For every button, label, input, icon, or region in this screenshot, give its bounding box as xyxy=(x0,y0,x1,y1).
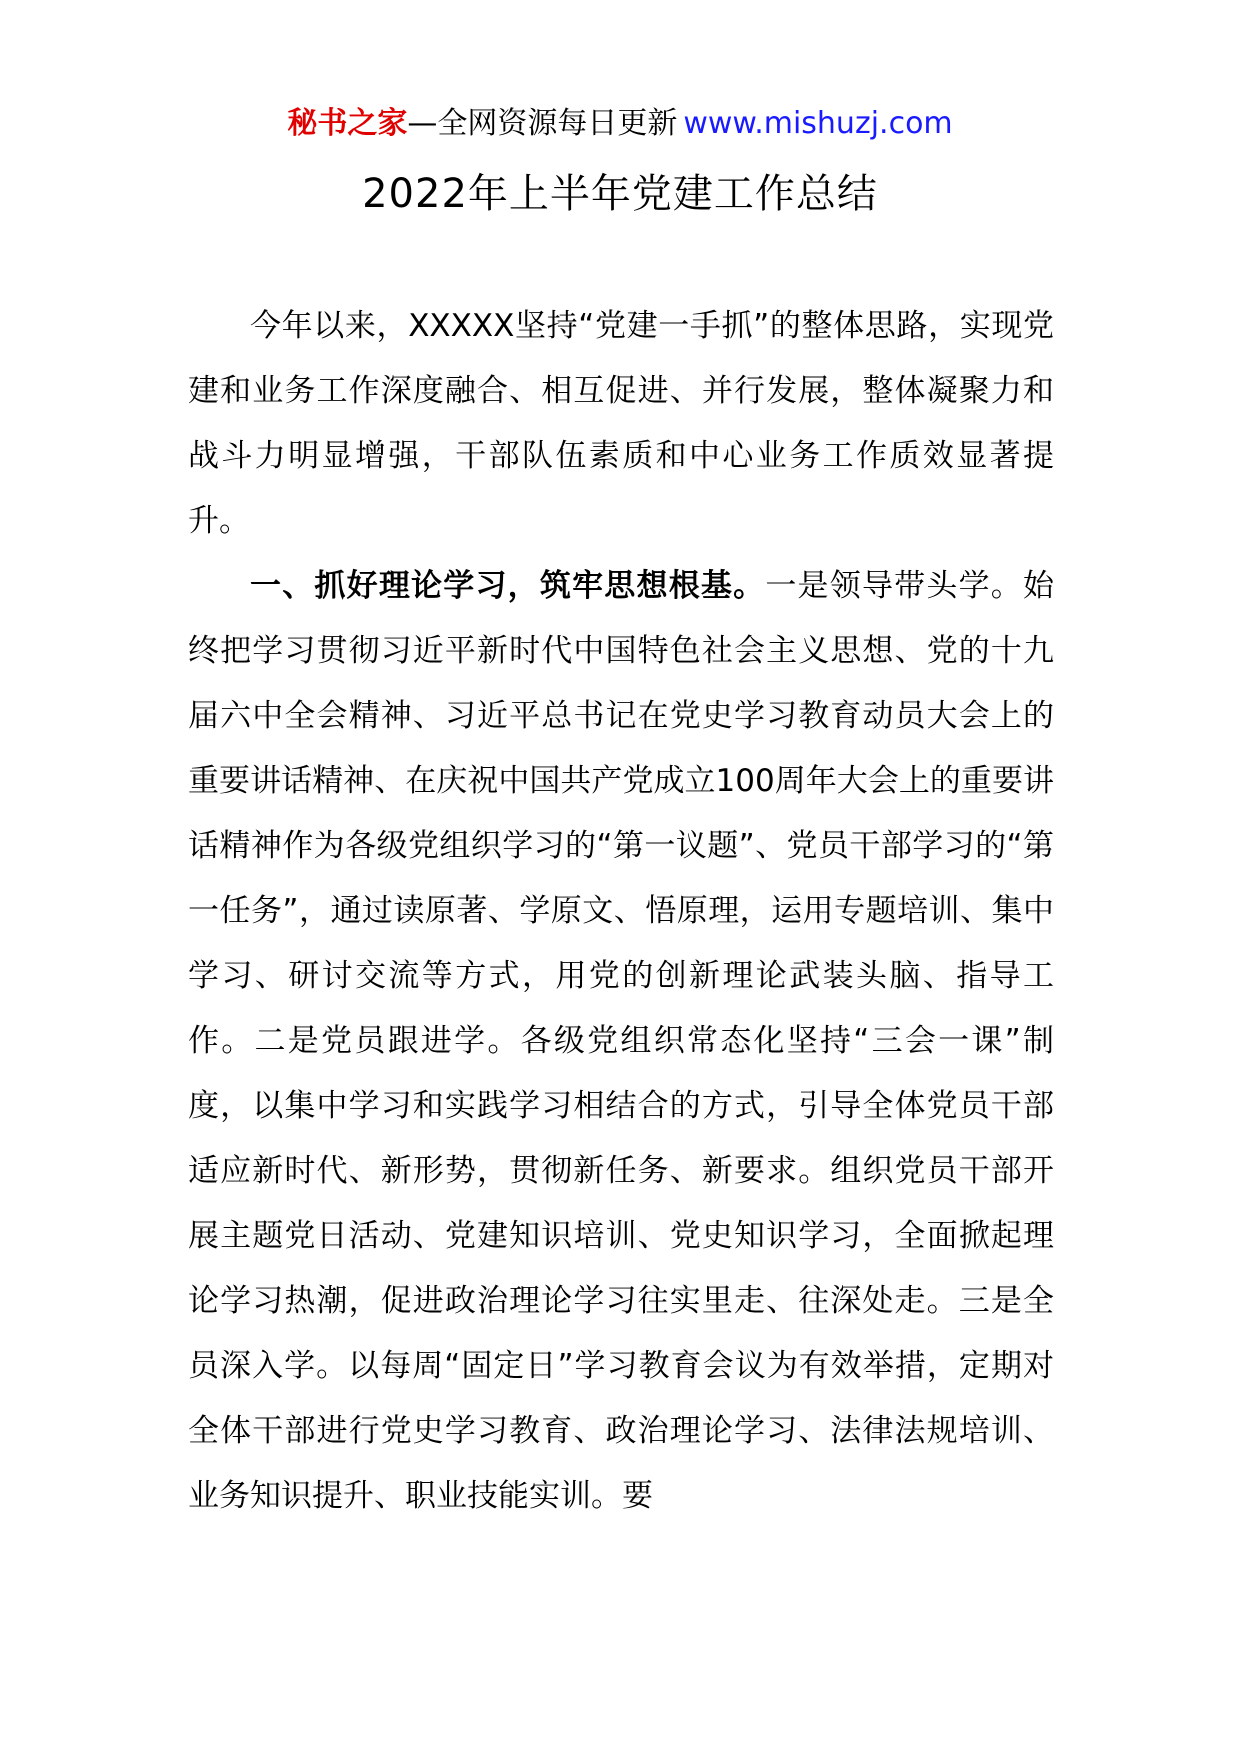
document-body xyxy=(188,294,1054,1529)
site-header xyxy=(0,102,1240,146)
intro-paragraph: 今年以来，XXXXX坚持“党建一手抓”的整体思路，实现党建和业务工作深度融合、相互促进、并行发展，整体凝聚力和战斗力明显增强，干部队伍素质和中心业务工作质效显著提升。 xyxy=(188,308,1054,539)
site-brand: 秘书之家 xyxy=(287,106,408,141)
site-slogan: —全网资源每日更新 xyxy=(407,106,678,141)
document-title: 2022年上半年党建工作总结 xyxy=(362,171,878,217)
section-1-heading: 一、抓好理论学习，筑牢思想根基。 xyxy=(250,568,766,604)
section-1-body: 一是领导带头学。始终把学习贯彻习近平新时代中国特色社会主义思想、党的十九届六中全会精神、习近平总书记在党史学习教育动员大会上的重要讲话精神、在庆祝中国共产党成立100周年大会上的重要讲话精神作为各级党组织学习的“第一议题”、党员干部学习的“第一任务”，通过读原著、学原文、悟原理，运用专题培训、集中学习、研讨交流等方式，用党的创新理论武装头脑、指导工作。二是党员跟进学。各级党组织常态化坚持“三会一课”制度，以集中学习和实践学习相结合的方式，引导全体党员干部适应新时代、新形势，贯彻新任务、新要求。组织党员干部开展主题党日活动、党建知识培训、党史知识学习，全面掀起理论学习热潮，促进政治理论学习往实里走、往深处走。三是全员深入学。以每周“固定日”学习教育会议为有效举措，定期对全体干部进行党史学习教育、政治理论学习、法律法规培训、业务知识提升、职业技能实训。要 xyxy=(188,568,1055,1514)
section-1-paragraph xyxy=(188,554,1054,1529)
site-url-link[interactable]: www.mishuzj.com xyxy=(683,106,953,141)
